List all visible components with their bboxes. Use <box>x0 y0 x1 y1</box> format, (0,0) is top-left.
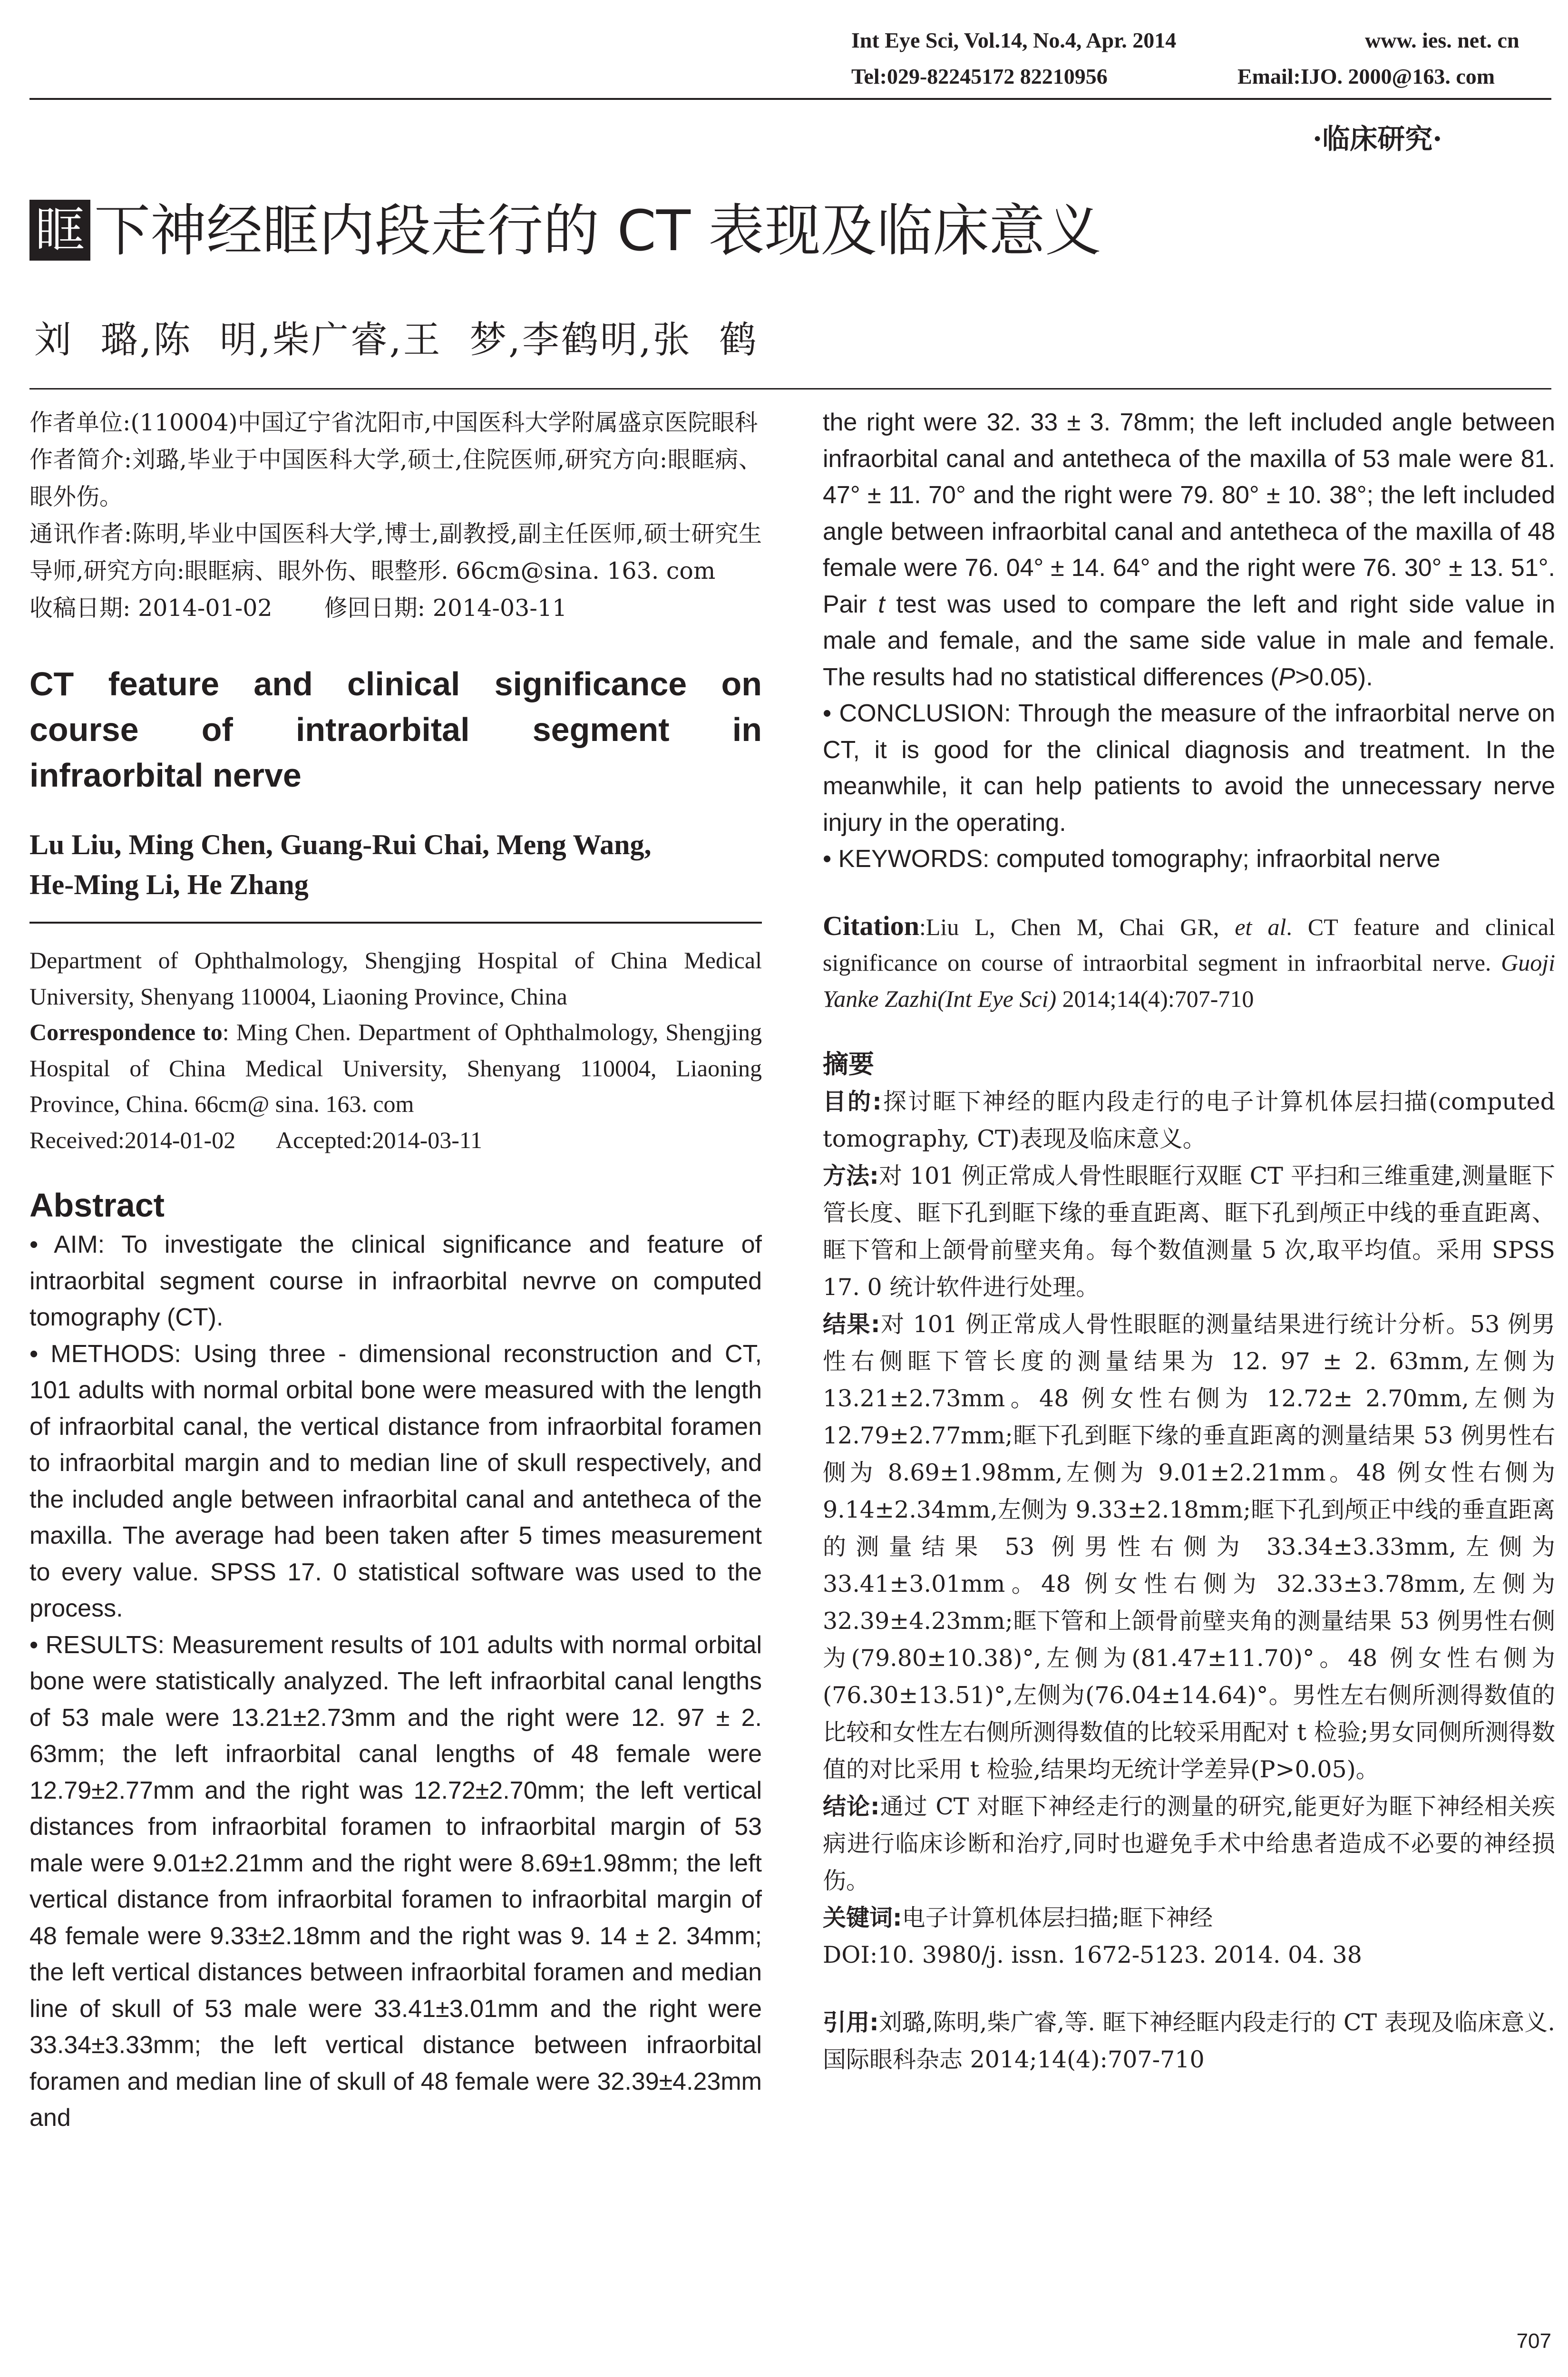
citation: Citation:Liu L, Chen M, Chai GR, et al. CT feature and clinical significance on course of intraorbital segment in infraorbital nerve. Guoji Yanke Zazhi(Int Eye Sci) 2014;14(4):707-710 <box>823 910 1556 1012</box>
section-label: ·临床研究· <box>1313 123 1442 155</box>
correspondence-label: Correspondence to <box>29 1019 223 1045</box>
en-authors-line-2: He-Ming Li, He Zhang <box>29 869 309 900</box>
cn-bio: 作者简介:刘璐,毕业于中国医科大学,硕士,住院医师,研究方向:眼眶病、眼外伤。 <box>29 446 762 510</box>
cn-citation: 引用:刘璐,陈明,柴广睿,等. 眶下神经眶内段走行的 CT 表现及临床意义. 国际眼科杂志 2014;14(4):707-710 <box>823 2009 1555 2073</box>
abstract-results-part-2: the right were 32. 33 ± 3. 78mm; the left included angle between infraorbital canal and antetheca of the maxilla of 53 male were 81. 47° ± 11. 70° and the right were 79. 80° ± 10. 38°; the left included angle between infraorbital canal and antetheca of the maxilla of 48 female were 76. 04° ± 14. 64° and the right were 76. 30° ± 13. 51°. Pair t test was used to compare the left and right side value in male and female, and the same side value in male and female. The results had no statistical differences (P>0.05). <box>823 409 1556 691</box>
cn-abstract-aim: 目的:探讨眶下神经的眶内段走行的电子计算机体层扫描(computed tomography, CT)表现及临床意义。 <box>823 1088 1555 1152</box>
cn-abstract-results: 结果:对 101 例正常成人骨性眼眶的测量结果进行统计分析。53 例男性右侧眶下管长度的测量结果为 12. 97 ± 2. 63mm,左侧为 13.21±2.73mm。48 例女性右侧为 12.72± 2.70mm,左侧为 12.79±2.77mm;眶下孔到眶下缘的垂直距离的测量结果 53 例男性右侧为 8.69±1.98mm,左侧为 9.01±2.21mm。48 例女性右侧为 9.14±2.34mm,左侧为 9.33±2.18mm;眶下孔到颅正中线的垂直距离的测量结果 53 例男性右侧为 33.34±3.33mm,左侧为 33.41±3.01mm。48 例女性右侧为 32.33±3.78mm,左侧为 32.39±4.23mm;眶下管和上颌骨前壁夹角的测量结果 53 例男性右侧为(79.80±10.38)°,左侧为(81.47±11.70)°。48 例女性右侧为(76.30±13.51)°,左侧为(76.04±14.64)°。男性左右侧所测得数值的比较和女性左右侧所测得数值的比较采用配对 t 检验;男女同侧所测得数值的对比采用 t 检验,结果均无统计学差异(P>0.05)。 <box>823 1311 1555 1783</box>
article-title-cn: 下神经眶内段走行的 CT 表现及临床意义 <box>94 198 1101 263</box>
cn-dates: 收稿日期: 2014-01-02 修回日期: 2014-03-11 <box>29 594 567 622</box>
header-rule <box>29 98 1551 100</box>
cn-abstract-heading: 摘要 <box>823 1049 874 1079</box>
journal-tel: Tel:029-82245172 82210956 <box>851 64 1108 88</box>
citation-label: Citation <box>823 910 919 941</box>
en-authors-line-1: Lu Liu, Ming Chen, Guang-Rui Chai, Meng Wang, <box>29 829 652 860</box>
en-title-line-2: course of intraorbital segment in <box>29 711 762 748</box>
authors-cn: 刘 璐,陈 明,柴广睿,王 梦,李鹤明,张 鹤 <box>34 319 759 361</box>
journal-website[interactable]: www. ies. net. cn <box>1365 28 1519 52</box>
journal-info: Int Eye Sci, Vol.14, No.4, Apr. 2014 <box>851 28 1177 52</box>
en-affiliation: Department of Ophthalmology, Shengjing Hospital of China Medical University, Shenyang 110004, Liaoning Province, China <box>29 947 762 1010</box>
received-dates: Received:2014-01-02 Accepted:2014-03-11 <box>29 1126 483 1153</box>
cn-affiliation: 作者单位:(110004)中国辽宁省沈阳市,中国医科大学附属盛京医院眼科 <box>29 409 758 436</box>
cn-abstract-methods: 方法:对 101 例正常成人骨性眼眶行双眶 CT 平扫和三维重建,测量眶下管长度、眶下孔到眶下缘的垂直距离、眶下孔到颅正中线的垂直距离、眶下管和上颌骨前壁夹角。每个数值测量 5 次,取平均值。采用 SPSS 17. 0 统计软件进行处理。 <box>823 1162 1555 1301</box>
abstract-heading: Abstract <box>29 1187 165 1224</box>
abstract-results-part-1: • RESULTS: Measurement results of 101 adults with normal orbital bone were statistically analyzed. The left infraorbital canal lengths of 53 male were 13.21±2.73mm and the right were 12. 97 ± 2. 63mm; the left infraorbital canal lengths of 48 female were 12.79±2.77mm and the right was 12.72±2.70mm; the left vertical distances from infraorbital foramen to infraorbital margin of 53 male were 9.01±2.21mm and the right were 8.69±1.98mm; the left vertical distance from infraorbital foramen to infraorbital margin of 48 female were 9.33±2.18mm and the right was 9. 14 ± 2. 34mm; the left vertical distances between infraorbital foramen and median line of skull of 53 male were 33.41±3.01mm and the right were 33.34±3.33mm; the left vertical distance between infraorbital foramen and median line of skull of 48 female were 32.39±4.23mm and <box>29 1631 762 2132</box>
en-title-line-1: CT feature and clinical significance on <box>29 665 762 702</box>
title-rule <box>29 388 1551 390</box>
en-title-line-3: infraorbital nerve <box>29 757 302 794</box>
correspondence <box>29 1014 762 1122</box>
abstract-conclusion: • CONCLUSION: Through the measure of the infraorbital nerve on CT, it is good for the clinical diagnosis and treatment. In the meanwhile, it can help patients to avoid the unnecessary nerve injury in the operating. <box>823 700 1555 837</box>
abstract-keywords: • KEYWORDS: computed tomography; infraorbital nerve <box>823 845 1441 873</box>
correspondence-text: : Ming Chen. Department of Ophthalmology, Shengjing Hospital of China Medical University, Shenyang 110004, Liaoning Province, China. 66cm@ sina. 163. com <box>29 1019 762 1117</box>
citation-journal: Guoji Yanke Zazhi(Int Eye Sci) <box>823 949 1555 1012</box>
journal-email[interactable]: Email:IJO. 2000@163. com <box>1237 64 1495 88</box>
abstract-methods: • METHODS: Using three - dimensional reconstruction and CT, 101 adults with normal orbital bone were measured with the length of infraorbital canal, the vertical distance from infraorbital foramen to infraorbital margin and to median line of skull respectively, and the included angle between infraorbital canal and antetheca of the maxilla. The average had been taken after 5 times measurement to every value. SPSS 17. 0 statistical software was used to the process. <box>29 1340 762 1622</box>
left-column <box>29 404 762 2136</box>
cn-abstract-keywords: 关键词:电子计算机体层扫描;眶下神经 <box>823 1904 1213 1931</box>
cn-correspondence: 通讯作者:陈明,毕业中国医科大学,博士,副教授,副主任医师,硕士研究生导师,研究方向:眼眶病、眼外伤、眼整形. 66cm@sina. 163. com <box>29 520 762 585</box>
cn-abstract-conclusion: 结论:通过 CT 对眶下神经走行的测量的研究,能更好为眶下神经相关疾病进行临床诊断和治疗,同时也避免手术中给患者造成不必要的神经损伤。 <box>823 1793 1555 1894</box>
cn-doi[interactable]: DOI:10. 3980/j. issn. 1672-5123. 2014. 04. 38 <box>823 1941 1362 1968</box>
title-boxed-char: 眶 <box>29 200 90 261</box>
page-number: 707 <box>1516 2329 1551 2353</box>
abstract-aim: • AIM: To investigate the clinical significance and feature of intraorbital segment course in infraorbital nevrve on computed tomography (CT). <box>29 1231 762 1331</box>
right-column <box>823 404 1555 2078</box>
